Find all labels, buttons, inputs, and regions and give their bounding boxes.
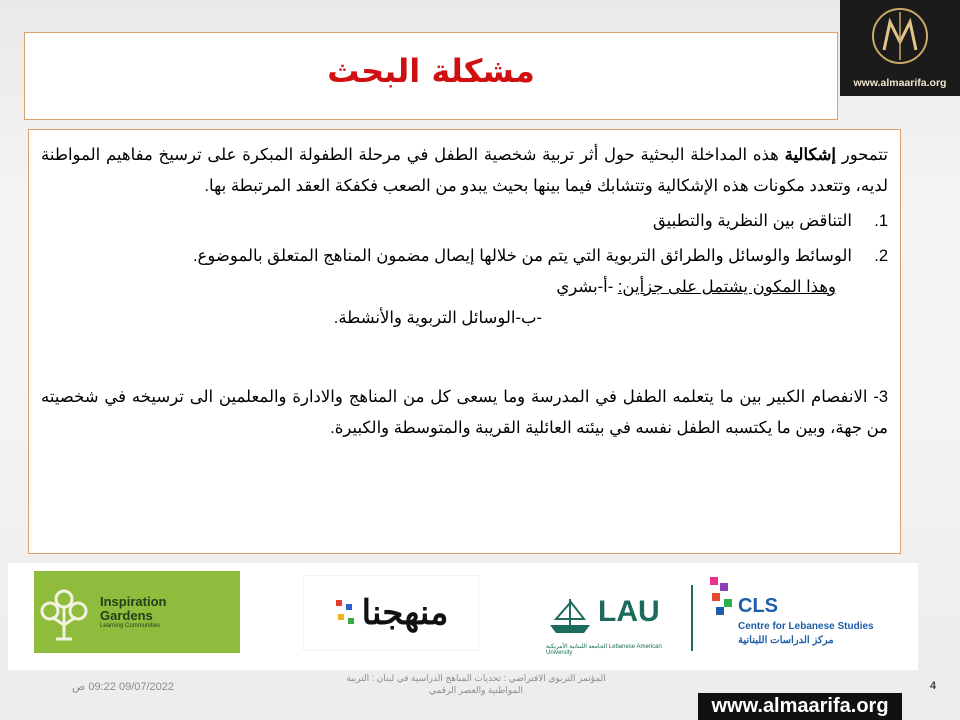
footer-center-text: المؤتمر التربوي الافتراضي : تحديات المناهج الدراسية في لبنان : التربية المواطنية والعصر الرقمي bbox=[346, 673, 606, 695]
logo-strip bbox=[8, 563, 918, 670]
cls-text: CLS bbox=[738, 595, 778, 617]
ship-icon bbox=[546, 595, 594, 637]
inspiration-gardens-logo bbox=[34, 571, 240, 653]
monogram-m-icon bbox=[870, 6, 930, 66]
inspiration-title-2: Gardens bbox=[100, 608, 153, 623]
sub-line-b: -ب-الوسائل التربوية والأنشطة. bbox=[333, 309, 542, 327]
cls-logo bbox=[708, 575, 898, 655]
slide-title: مشكلة البحث bbox=[327, 52, 535, 90]
cls-en: Centre for Lebanese Studies bbox=[738, 621, 874, 632]
brand-url-small: www.almaarifa.org bbox=[853, 77, 947, 89]
lau-text: LAU bbox=[598, 595, 660, 628]
list-item-2 bbox=[41, 241, 888, 272]
list-item-1 bbox=[41, 206, 888, 237]
lau-sub: الجامعة اللبنانية الأمريكية Lebanese American University bbox=[546, 644, 662, 656]
point-3: 3- الانفصام الكبير بين ما يتعلمه الطفل في المدرسة وما يسعى كل من المناهج والادارة والمعلمين الى ترسيخه في شخصيته من جهة، وبين ما يكتسبه الطفل نفسه في بيئته العائلية القريبة والمتوسطة والكبيرة. bbox=[41, 388, 888, 437]
footer-url: www.almaarifa.org bbox=[698, 693, 902, 720]
tree-icon bbox=[34, 577, 94, 647]
inspiration-sub: Learning Communities bbox=[100, 623, 161, 629]
sub-a: -أ-بشري bbox=[556, 278, 618, 296]
content-box bbox=[28, 129, 901, 554]
page-number: 4 bbox=[930, 680, 937, 692]
brand-logo bbox=[840, 0, 960, 96]
intro-bold: إشكالية bbox=[784, 146, 836, 164]
title-box bbox=[24, 32, 838, 120]
manhajna-logo bbox=[303, 575, 479, 651]
logo-divider bbox=[691, 585, 693, 651]
intro-prefix: تتمحور bbox=[836, 146, 888, 164]
intro-paragraph bbox=[41, 140, 888, 202]
list-item-number: 2. bbox=[874, 247, 888, 265]
list-item-text: الوسائط والوسائل والطرائق التربوية التي يتم من خلالها إيصال مضمون المناهج المتعلق بالموضوع. bbox=[192, 247, 852, 265]
footer-date: 09/07/2022 09:22 ص bbox=[72, 681, 175, 693]
lau-logo bbox=[546, 591, 686, 656]
inspiration-title-1: Inspiration bbox=[100, 594, 167, 609]
manhajna-text: منهجنا bbox=[361, 594, 449, 632]
sub-underlined: وهذا المكون يشتمل على جزأين: bbox=[617, 278, 836, 296]
list-item-number: 1. bbox=[874, 212, 888, 230]
sub-line-a bbox=[41, 272, 888, 303]
intro-rest: هذه المداخلة البحثية حول أثر تربية شخصية الطفل في مرحلة الطفولة المبكرة على ترسيخ مفاهيم المواطنة لديه، وتتعدد مكونات هذه الإشكالية وتتشابك فيما بينها بحيث يبدو من الصعب فكفكة العقد المرتبطة بها. bbox=[41, 146, 888, 195]
colored-dots-icon bbox=[334, 598, 358, 628]
cls-blocks-icon bbox=[708, 575, 736, 619]
cls-ar: مركز الدراسات اللبنانية bbox=[738, 635, 834, 646]
list-item-text: التناقض بين النظرية والتطبيق bbox=[652, 212, 852, 230]
